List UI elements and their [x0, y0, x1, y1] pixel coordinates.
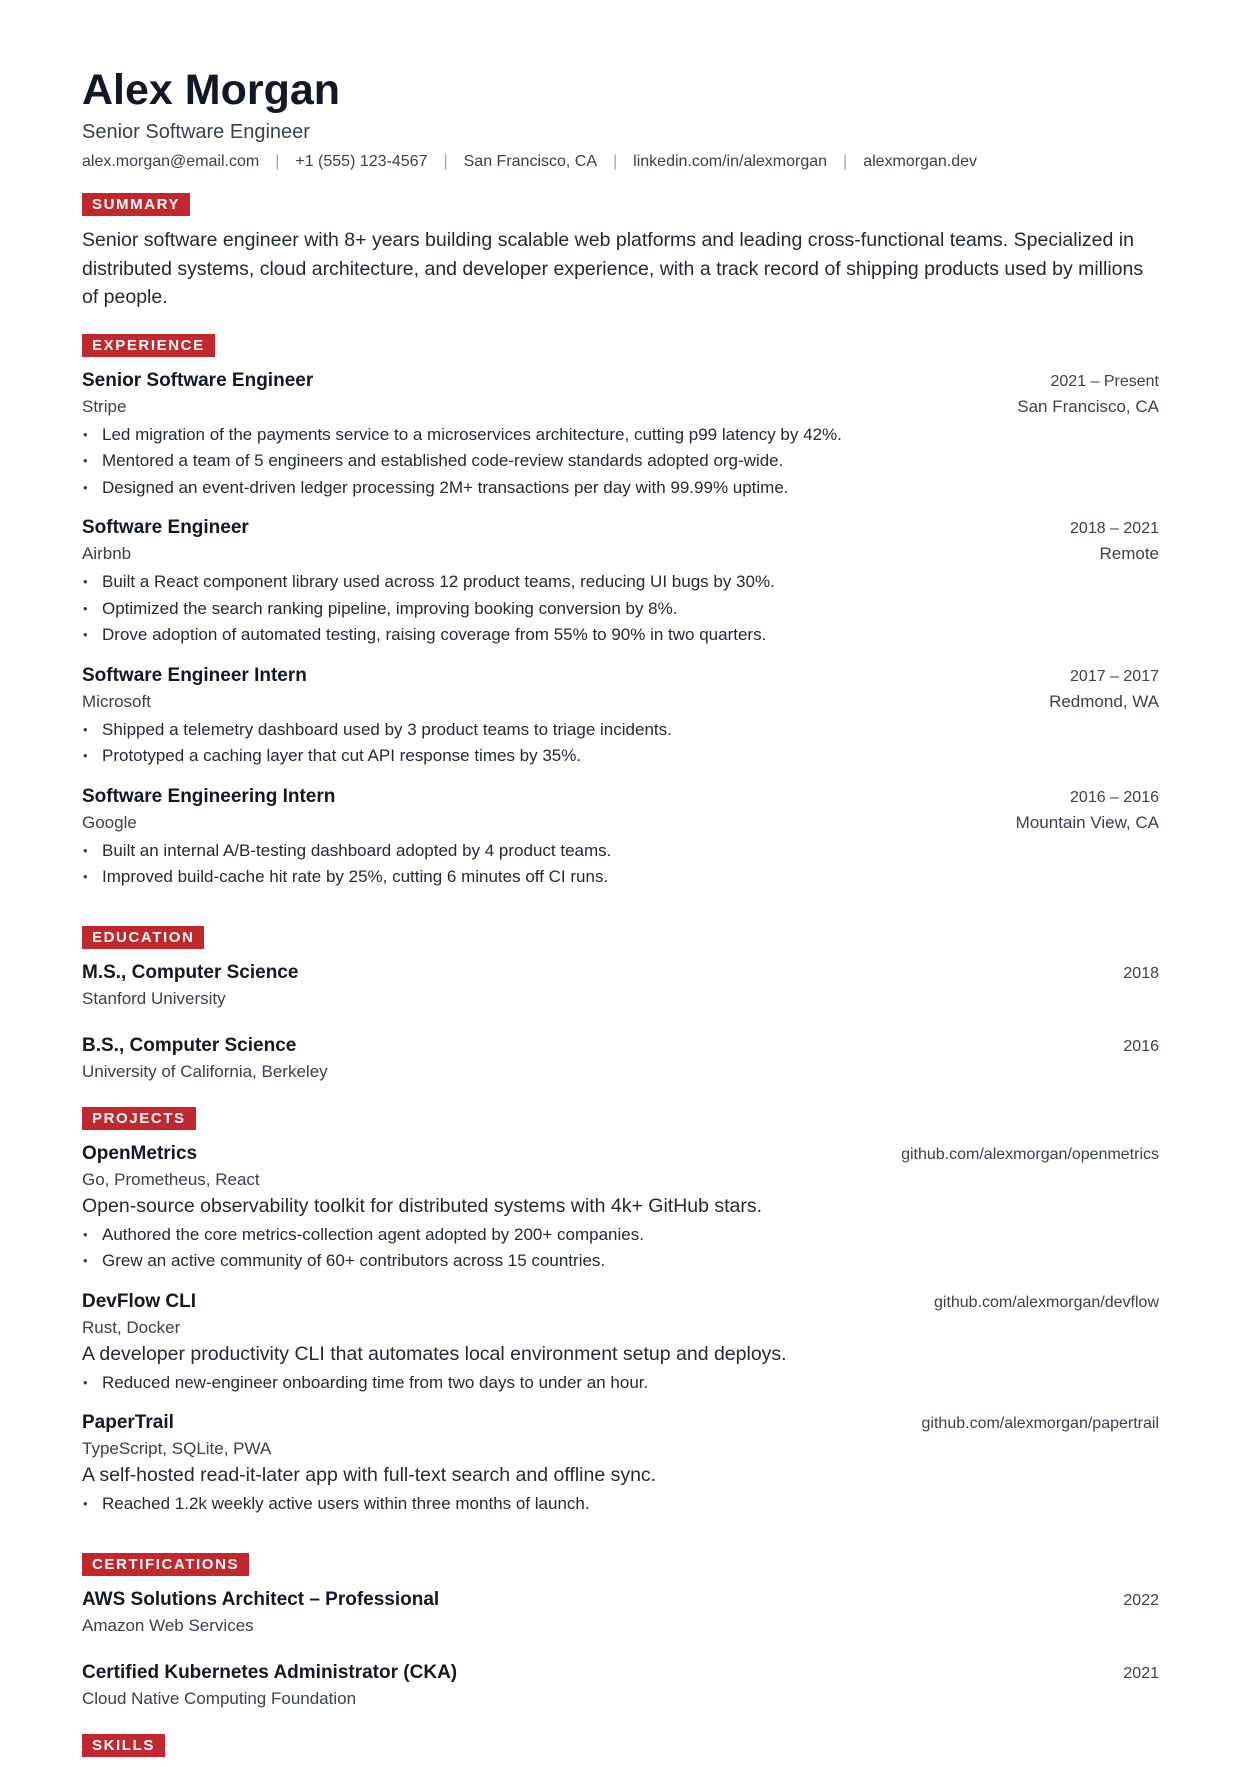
project-description: A developer productivity CLI that automates local environment setup and deploys.	[82, 1342, 787, 1365]
section-heading-education: EDUCATION	[82, 926, 204, 949]
achievement-item: • Built a React component library used across 12 product teams, reducing UI bugs by 30%.	[82, 569, 1159, 596]
certification-title-row	[82, 1586, 1159, 1613]
graduation-year: 2016	[1123, 1037, 1159, 1055]
graduation-year: 2018	[1123, 964, 1159, 982]
achievement-item: • Improved build-cache hit rate by 25%, cutting 6 minutes off CI runs.	[82, 864, 1159, 891]
contact-separator: |	[843, 153, 848, 171]
certification-entry	[82, 1586, 1159, 1639]
project-title-row	[82, 1140, 1159, 1167]
achievement-item: • Optimized the search ranking pipeline, improving booking conversion by 8%.	[82, 596, 1159, 623]
experience-title-row	[82, 662, 1159, 689]
experience-title-row	[82, 783, 1159, 810]
certification-name: Certified Kubernetes Administrator (CKA)	[82, 1661, 458, 1683]
job-location: Redmond, WA	[1049, 691, 1159, 711]
project-description: Open-source observability toolkit for distributed systems with 4k+ GitHub stars.	[82, 1194, 763, 1217]
resume-page	[82, 66, 1159, 1767]
certification-issuer: Cloud Native Computing Foundation	[82, 1688, 357, 1708]
education-degree-row	[82, 959, 1159, 986]
education-entry	[82, 959, 1159, 1012]
contact-website: alexmorgan.dev	[863, 153, 978, 171]
company-name: Google	[82, 812, 137, 832]
experience-entry	[82, 783, 1159, 891]
job-title: Senior Software Engineer	[82, 369, 314, 391]
project-entry	[82, 1409, 1159, 1518]
project-tech-stack: TypeScript, SQLite, PWA	[82, 1439, 272, 1459]
project-name: PaperTrail	[82, 1412, 174, 1434]
job-title: Software Engineer	[82, 517, 249, 539]
project-highlight-item: • Reached 1.2k weekly active users within three months of launch.	[82, 1491, 1159, 1518]
project-tech-stack: Rust, Docker	[82, 1317, 181, 1337]
degree-name: M.S., Computer Science	[82, 961, 299, 983]
section-heading-skills: SKILLS	[82, 1734, 165, 1757]
project-entry	[82, 1288, 1159, 1397]
section-heading-experience: EXPERIENCE	[82, 334, 215, 357]
achievement-list	[82, 569, 1159, 649]
project-title-row	[82, 1288, 1159, 1315]
section-heading-projects: PROJECTS	[82, 1107, 196, 1130]
summary-text: Senior software engineer with 8+ years building scalable web platforms and leading cross-functional teams. Specialized in distributed systems, cloud architecture, and developer experience, with a track record of shipping products used by millions of people.	[82, 229, 1144, 309]
experience-title-row	[82, 367, 1159, 394]
section-heading-summary: SUMMARY	[82, 193, 190, 216]
job-dates: 2017 – 2017	[1070, 667, 1159, 685]
degree-name: B.S., Computer Science	[82, 1034, 297, 1056]
achievement-item: • Designed an event-driven ledger processing 2M+ transactions per day with 99.99% uptime.	[82, 475, 1159, 502]
contact-separator: |	[443, 153, 448, 171]
section-heading-certifications: CERTIFICATIONS	[82, 1553, 249, 1576]
contact-separator: |	[613, 153, 618, 171]
achievement-item: • Built an internal A/B-testing dashboard adopted by 4 product teams.	[82, 838, 1159, 865]
contact-email: alex.morgan@email.com	[82, 153, 260, 171]
project-name: OpenMetrics	[82, 1142, 198, 1164]
project-highlight-item: • Reduced new-engineer onboarding time from two days to under an hour.	[82, 1370, 1159, 1397]
project-description: A self-hosted read-it-later app with full-text search and offline sync.	[82, 1464, 657, 1487]
experience-entry	[82, 367, 1159, 502]
contact-line	[82, 153, 1159, 171]
contact-linkedin: linkedin.com/in/alexmorgan	[633, 153, 828, 171]
certification-entry	[82, 1659, 1159, 1712]
certification-name: AWS Solutions Architect – Professional	[82, 1588, 440, 1610]
candidate-name: Alex Morgan	[82, 66, 341, 114]
certification-year: 2021	[1123, 1664, 1159, 1682]
experience-company-row	[82, 541, 1159, 567]
company-name: Microsoft	[82, 691, 151, 711]
project-highlight-list	[82, 1491, 1159, 1518]
company-name: Stripe	[82, 396, 127, 416]
education-entry	[82, 1032, 1159, 1085]
school-name: Stanford University	[82, 988, 226, 1008]
contact-separator: |	[275, 153, 280, 171]
project-highlight-item: • Authored the core metrics-collection agent adopted by 200+ companies.	[82, 1222, 1159, 1249]
achievement-item: • Led migration of the payments service to a microservices architecture, cutting p99 latency by 42%.	[82, 422, 1159, 449]
job-title: Software Engineering Intern	[82, 785, 336, 807]
achievement-item: • Drove adoption of automated testing, raising coverage from 55% to 90% in two quarters.	[82, 622, 1159, 649]
project-tech-stack: Go, Prometheus, React	[82, 1169, 260, 1189]
school-name: University of California, Berkeley	[82, 1061, 328, 1081]
project-link[interactable]: github.com/alexmorgan/devflow	[933, 1293, 1159, 1311]
experience-company-row	[82, 689, 1159, 715]
achievement-item: • Shipped a telemetry dashboard used by 3 product teams to triage incidents.	[82, 717, 1159, 744]
job-title: Software Engineer Intern	[82, 664, 307, 686]
project-link[interactable]: github.com/alexmorgan/openmetrics	[901, 1145, 1159, 1163]
project-name: DevFlow CLI	[82, 1290, 197, 1312]
contact-phone: +1 (555) 123-4567	[295, 153, 428, 171]
experience-title-row	[82, 514, 1159, 541]
experience-entry	[82, 514, 1159, 649]
job-dates: 2021 – Present	[1050, 372, 1159, 390]
candidate-title: Senior Software Engineer	[82, 121, 310, 144]
achievement-item: • Mentored a team of 5 engineers and established code-review standards adopted org-wide.	[82, 448, 1159, 475]
experience-entry	[82, 662, 1159, 770]
project-highlight-list	[82, 1370, 1159, 1397]
certification-issuer: Amazon Web Services	[82, 1615, 254, 1635]
job-dates: 2016 – 2016	[1070, 788, 1159, 806]
job-location: Remote	[1099, 544, 1159, 564]
project-highlight-item: • Grew an active community of 60+ contributors across 15 countries.	[82, 1248, 1159, 1275]
contact-location: San Francisco, CA	[463, 153, 598, 171]
achievement-item: • Prototyped a caching layer that cut API response times by 35%.	[82, 743, 1159, 770]
achievement-list	[82, 422, 1159, 502]
project-highlight-list	[82, 1222, 1159, 1275]
experience-company-row	[82, 394, 1159, 420]
project-title-row	[82, 1409, 1159, 1436]
project-entry	[82, 1140, 1159, 1275]
certification-year: 2022	[1123, 1591, 1159, 1609]
achievement-list	[82, 838, 1159, 891]
project-link[interactable]: github.com/alexmorgan/papertrail	[921, 1415, 1159, 1433]
job-dates: 2018 – 2021	[1070, 520, 1159, 538]
job-location: San Francisco, CA	[1017, 396, 1159, 416]
experience-company-row	[82, 810, 1159, 836]
company-name: Airbnb	[82, 544, 132, 564]
projects-list	[82, 1140, 1159, 1518]
certifications-list	[82, 1586, 1159, 1712]
job-location: Mountain View, CA	[1015, 812, 1159, 832]
certification-title-row	[82, 1659, 1159, 1686]
education-degree-row	[82, 1032, 1159, 1059]
education-list	[82, 959, 1159, 1085]
experience-list	[82, 367, 1159, 891]
achievement-list	[82, 717, 1159, 770]
